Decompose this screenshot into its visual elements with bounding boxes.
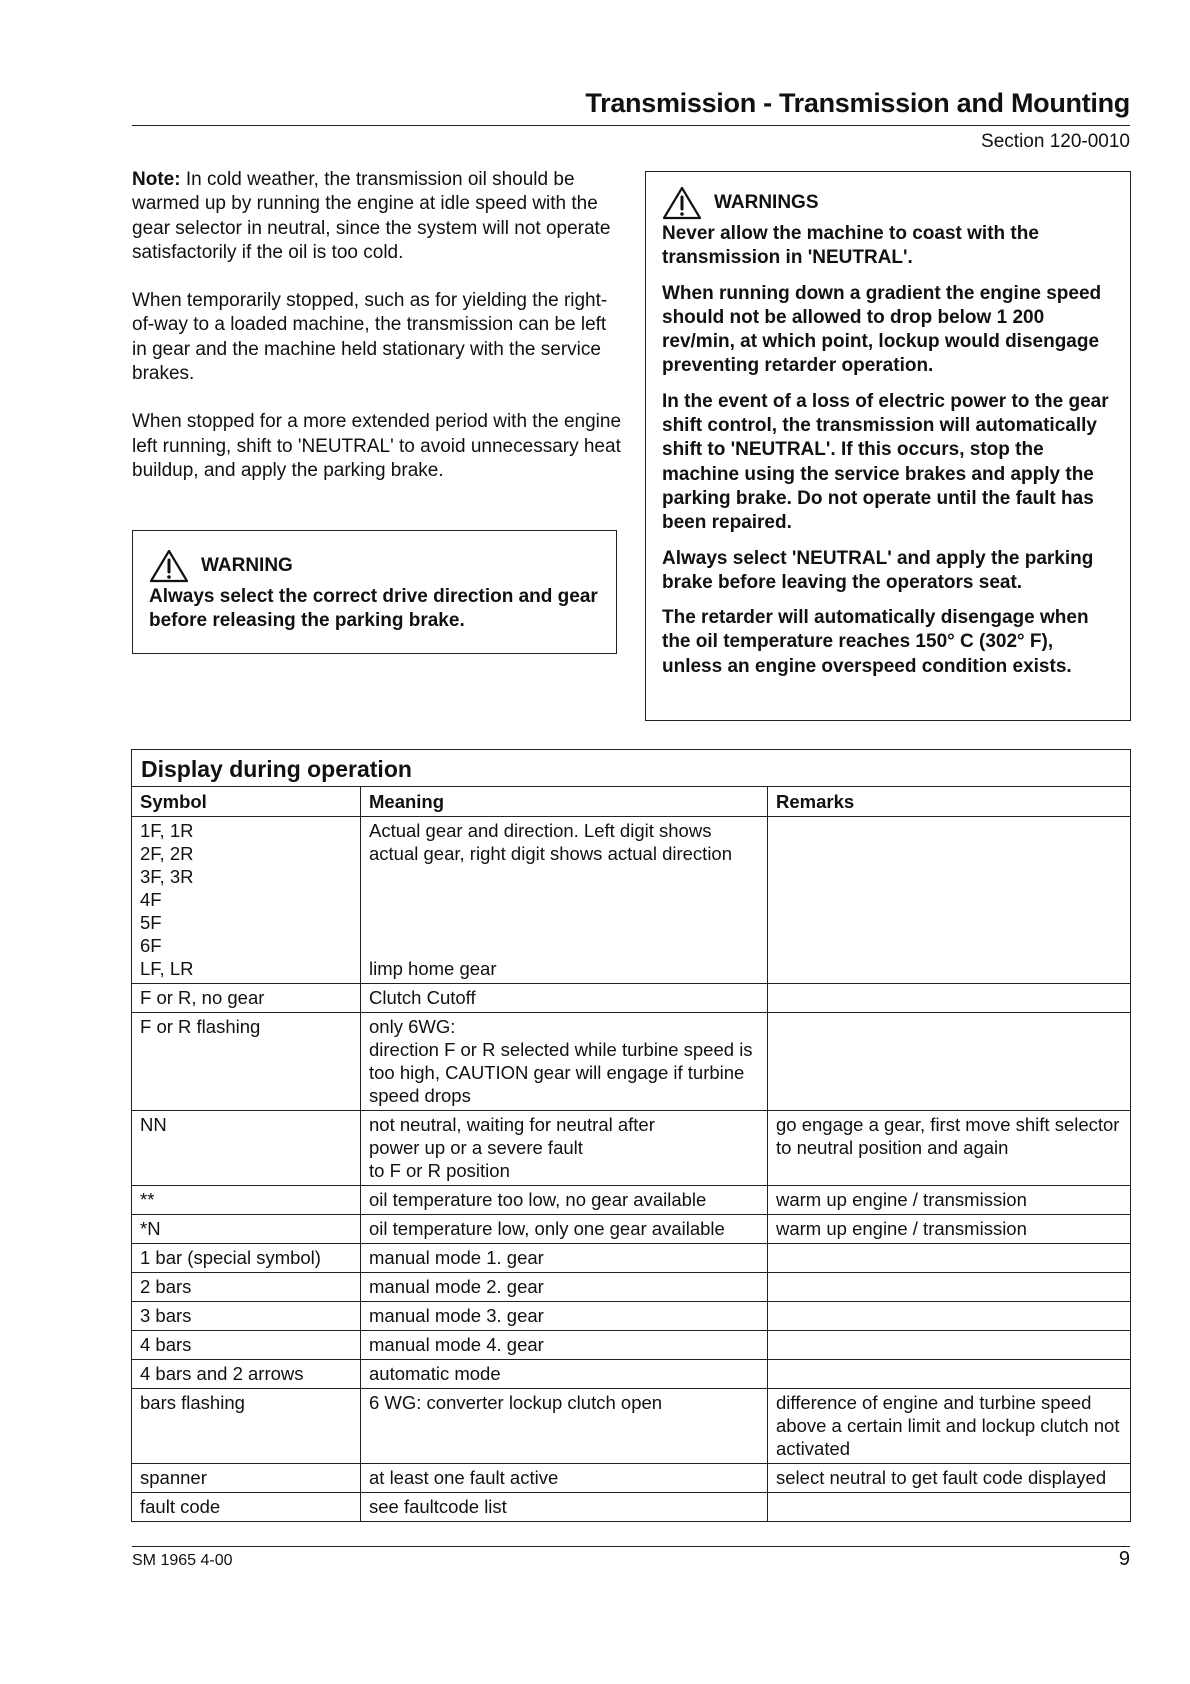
remarks-cell: warm up engine / transmission: [768, 1215, 1131, 1244]
warnings-paragraph: Never allow the machine to coast with the transmission in 'NEUTRAL'.: [662, 223, 1039, 269]
remarks-cell: [768, 984, 1131, 1013]
symbol-cell: 4 bars: [132, 1331, 361, 1360]
symbol-cell: bars flashing: [132, 1389, 361, 1464]
table-row: [132, 1244, 1131, 1273]
table-row: [132, 1273, 1131, 1302]
document-reference: SM 1965 4-00: [132, 1552, 233, 1569]
meaning-cell: oil temperature too low, no gear available: [361, 1186, 768, 1215]
left-column: [132, 168, 622, 507]
meaning-cell: manual mode 2. gear: [361, 1273, 768, 1302]
note-label: Note:: [132, 169, 181, 190]
footer-rule: [132, 1546, 1130, 1547]
meaning-cell: manual mode 4. gear: [361, 1331, 768, 1360]
table-caption-row: [132, 750, 1131, 787]
table-row: [132, 1389, 1131, 1464]
meaning-cell: oil temperature low, only one gear available: [361, 1215, 768, 1244]
meaning-cell: see faultcode list: [361, 1493, 768, 1522]
symbol-cell: F or R flashing: [132, 1013, 361, 1111]
remarks-cell: [768, 817, 1131, 984]
table-row: [132, 1111, 1131, 1186]
warnings-box: [645, 171, 1131, 721]
meaning-cell: only 6WG: direction F or R selected while turbine speed is too high, CAUTION gear will engage if turbine speed drops: [361, 1013, 768, 1111]
meaning-cell: manual mode 3. gear: [361, 1302, 768, 1331]
table-row: [132, 1302, 1131, 1331]
remarks-cell: go engage a gear, first move shift selector to neutral position and again: [768, 1111, 1131, 1186]
symbol-cell: 2 bars: [132, 1273, 361, 1302]
table-row: [132, 1464, 1131, 1493]
symbol-cell: fault code: [132, 1493, 361, 1522]
column-header-meaning: Meaning: [361, 787, 768, 817]
meaning-cell: not neutral, waiting for neutral after power up or a severe fault to F or R position: [361, 1111, 768, 1186]
note-paragraph: [132, 168, 622, 265]
symbol-cell: NN: [132, 1111, 361, 1186]
remarks-cell: [768, 1331, 1131, 1360]
table-row: [132, 1186, 1131, 1215]
symbol-cell: 3 bars: [132, 1302, 361, 1331]
symbol-cell: 1F, 1R 2F, 2R 3F, 3R 4F 5F 6F LF, LR: [132, 817, 361, 984]
symbol-cell: **: [132, 1186, 361, 1215]
remarks-cell: difference of engine and turbine speed above a certain limit and lockup clutch not activated: [768, 1389, 1131, 1464]
note-text: In cold weather, the transmission oil should be warmed up by running the engine at idle speed with the gear selector in neutral, since the system will not operate satisfactorily if the oil is too cold.: [132, 169, 611, 263]
warning-triangle-icon: [662, 186, 702, 220]
header-rule: [132, 125, 1130, 126]
table-row: [132, 1360, 1131, 1389]
table-row: [132, 1215, 1131, 1244]
symbol-cell: 4 bars and 2 arrows: [132, 1360, 361, 1389]
warnings-paragraph: The retarder will automatically disengage when the oil temperature reaches 150° C (302° F), unless an engine overspeed condition exists.: [662, 607, 1089, 677]
warning-text: Always select the correct drive direction and gear before releasing the parking brake.: [149, 586, 598, 632]
symbol-cell: *N: [132, 1215, 361, 1244]
table-row: [132, 984, 1131, 1013]
table-caption: Display during operation: [132, 750, 1131, 787]
table-row: [132, 1331, 1131, 1360]
section-number: Section 120-0010: [981, 131, 1130, 152]
remarks-cell: [768, 1013, 1131, 1111]
symbol-cell: spanner: [132, 1464, 361, 1493]
warning-triangle-icon: [149, 549, 189, 583]
meaning-cell: 6 WG: converter lockup clutch open: [361, 1389, 768, 1464]
table-row: [132, 817, 1131, 984]
warning-title: WARNING: [201, 554, 293, 576]
table-row: [132, 1013, 1131, 1111]
stop-extended-paragraph: When stopped for a more extended period with the engine left running, shift to 'NEUTRAL' to avoid unnecessary heat buildup, and apply the parking brake.: [132, 411, 622, 481]
remarks-cell: [768, 1360, 1131, 1389]
warning-header: [149, 549, 600, 583]
meaning-cell: at least one fault active: [361, 1464, 768, 1493]
display-table: [131, 749, 1131, 1522]
column-header-remarks: Remarks: [768, 787, 1131, 817]
column-header-symbol: Symbol: [132, 787, 361, 817]
warnings-header: [662, 186, 1114, 220]
table-row: [132, 1493, 1131, 1522]
warnings-title: WARNINGS: [714, 191, 819, 213]
meaning-cell: manual mode 1. gear: [361, 1244, 768, 1273]
symbol-cell: 1 bar (special symbol): [132, 1244, 361, 1273]
remarks-cell: select neutral to get fault code displayed: [768, 1464, 1131, 1493]
meaning-cell: Clutch Cutoff: [361, 984, 768, 1013]
remarks-cell: [768, 1302, 1131, 1331]
page-title: Transmission - Transmission and Mounting: [585, 88, 1130, 118]
remarks-cell: [768, 1273, 1131, 1302]
page-number: 9: [1118, 1548, 1130, 1570]
meaning-cell: Actual gear and direction. Left digit shows actual gear, right digit shows actual direction limp home gear: [361, 817, 768, 984]
warnings-paragraph: Always select 'NEUTRAL' and apply the parking brake before leaving the operators seat.: [662, 547, 1094, 593]
stop-temporary-paragraph: When temporarily stopped, such as for yielding the right-of-way to a loaded machine, the transmission can be left in gear and the machine held stationary with the service brakes.: [132, 290, 608, 385]
warnings-paragraph: When running down a gradient the engine speed should not be allowed to drop below 1 200 rev/min, at which point, lockup would disengage preventing retarder operation.: [662, 282, 1102, 377]
remarks-cell: [768, 1244, 1131, 1273]
warnings-paragraph: In the event of a loss of electric power to the gear shift control, the transmission will automatically shift to 'NEUTRAL'. If this occurs, stop the machine using the service brakes and apply the parking brake. Do not operate until the fault has been repaired.: [662, 390, 1109, 534]
table-body: [132, 817, 1131, 1522]
meaning-cell: automatic mode: [361, 1360, 768, 1389]
warning-box: [132, 530, 617, 654]
remarks-cell: warm up engine / transmission: [768, 1186, 1131, 1215]
remarks-cell: [768, 1493, 1131, 1522]
symbol-cell: F or R, no gear: [132, 984, 361, 1013]
table-header-row: [132, 787, 1131, 817]
